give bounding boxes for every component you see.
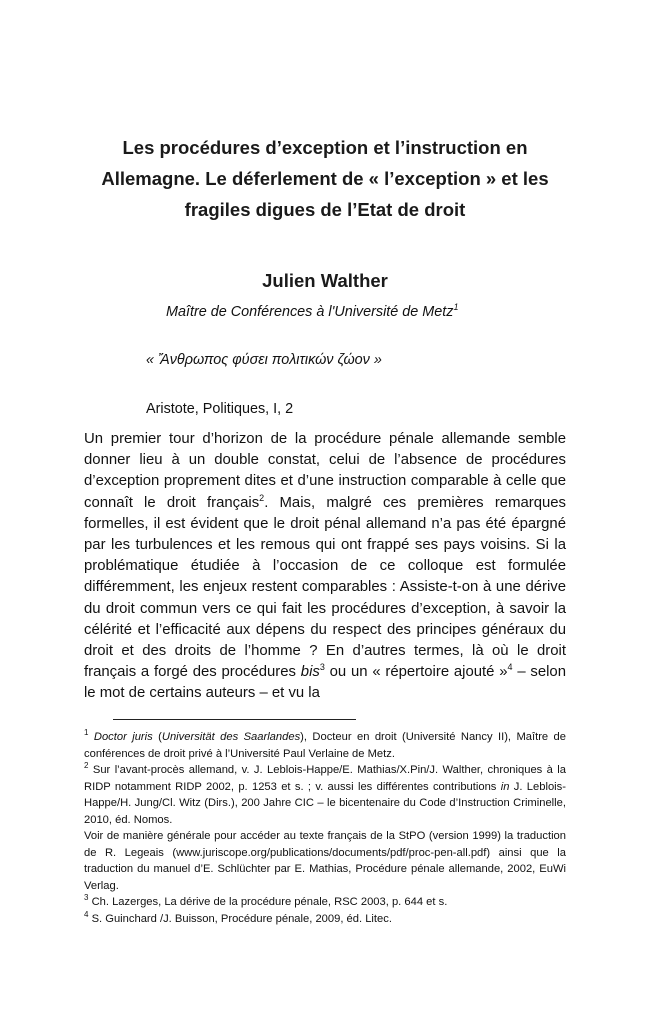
footnotes [84,729,566,927]
body-text: Un premier tour d’horizon de la procédure pénale allemande semble donner lieu à un double constat, celui de l’absence de procédures d’exception proprement dites et d’une instruction comparable à celle que connaît le droit français [84,431,566,511]
footnote-number: 4 [84,909,89,919]
footnote-text: ), Docteur en droit (Université Nancy II), Maître de conférences de droit privé à l’Université Paul Verlaine de Metz. [84,731,566,760]
footnote-ref: 2 [259,492,265,503]
body-italic: bis [300,664,320,681]
footnote-text: Ch. Lazerges, La dérive de la procédure pénale, RSC 2003, p. 644 et s. [91,896,448,908]
footnote-number: 3 [84,893,89,902]
footnote-italic: Universität des Saarlandes [161,731,301,743]
article-title [60,132,590,225]
affiliation-text: Maître de Conférences à l'Université de Metz [166,304,454,320]
body-text: ou un « répertoire ajouté » [324,664,508,681]
author-name: Julien Walther [262,270,388,291]
author-affiliation [166,302,459,320]
footnote-text: S. Guinchard /J. Buisson, Procédure pénale, 2009, éd. Litec. [91,912,392,925]
footnote-separator [113,719,356,720]
epigraph-source: Aristote, Politiques, I, 2 [146,401,294,417]
footnote-1 [84,729,566,762]
footnote-text: Sur l’avant-procès allemand, v. J. Leblois-Happe/E. Mathias/X.Pin/J. Walther, chroniques à la RIDP notamment RIDP 2002, p. 1253 et s. ; v. aussi les différentes contributions [84,764,567,793]
footnote-ref: 3 [319,662,325,673]
body-text: . Mais, malgré ces premières remarques formelles, il est évident que le droit pénal allemand n’a pas été épargné par les turbulences et les remous qui ont frappé ses pays voisins. Si la problématique étudiée à l’occasion de ce colloque est formulée différemment, les enjeux restent comparables : Assiste-t-on à une dérive du droit commun vers ce qui fait les procédures d’exception, à savoir la célérité et l’efficacité aux dépens du respect des principes généraux du droit et des droits de l’homme ? En d’autres termes, là où le droit français a forgé des procédures [84,494,566,681]
body-text: – selon le mot de certains auteurs – et vu la [84,664,566,702]
footnote-number: 2 [84,761,89,770]
footnote-ref: 4 [507,662,513,673]
epigraph-quote: « Ἄνθρωπος φύσει πολιτικών ζώον » [146,352,382,368]
title-line: fragiles digues de l’Etat de droit [184,199,466,220]
footnote-2 [84,762,566,828]
footnote-italic: Doctor juris [93,731,153,743]
body-paragraph [84,429,566,705]
footnote-ref: 1 [453,302,459,312]
title-line: Les procédures d’exception et l’instruction en [122,137,528,158]
footnote-3 [84,894,566,911]
footnote-2-continued: Voir de manière générale pour accéder au texte français de la StPO (version 1999) la traduction de R. Legeais (www.juriscope.org/publications/documents/pdf/proc-pen-all.pdf) ainsi que la traduction du manuel d’E. Schlüchter par E. Mathias, Procédure pénale allemande, 2002, EuWi Verlag. [84,830,566,892]
footnote-text: ( [152,731,162,743]
footnote-text: J. Leblois-Happe/H. Jung/Cl. Witz (Dirs.), 200 Jahre CIC – le bicentenaire du Code d’Instruction Criminelle, 2010, éd. Nomos. [84,780,566,826]
footnote-italic: in [500,780,510,793]
title-line: Allemagne. Le déferlement de « l’exception » et les [101,168,549,189]
footnote-4 [84,911,566,928]
footnote-number: 1 [84,728,89,737]
